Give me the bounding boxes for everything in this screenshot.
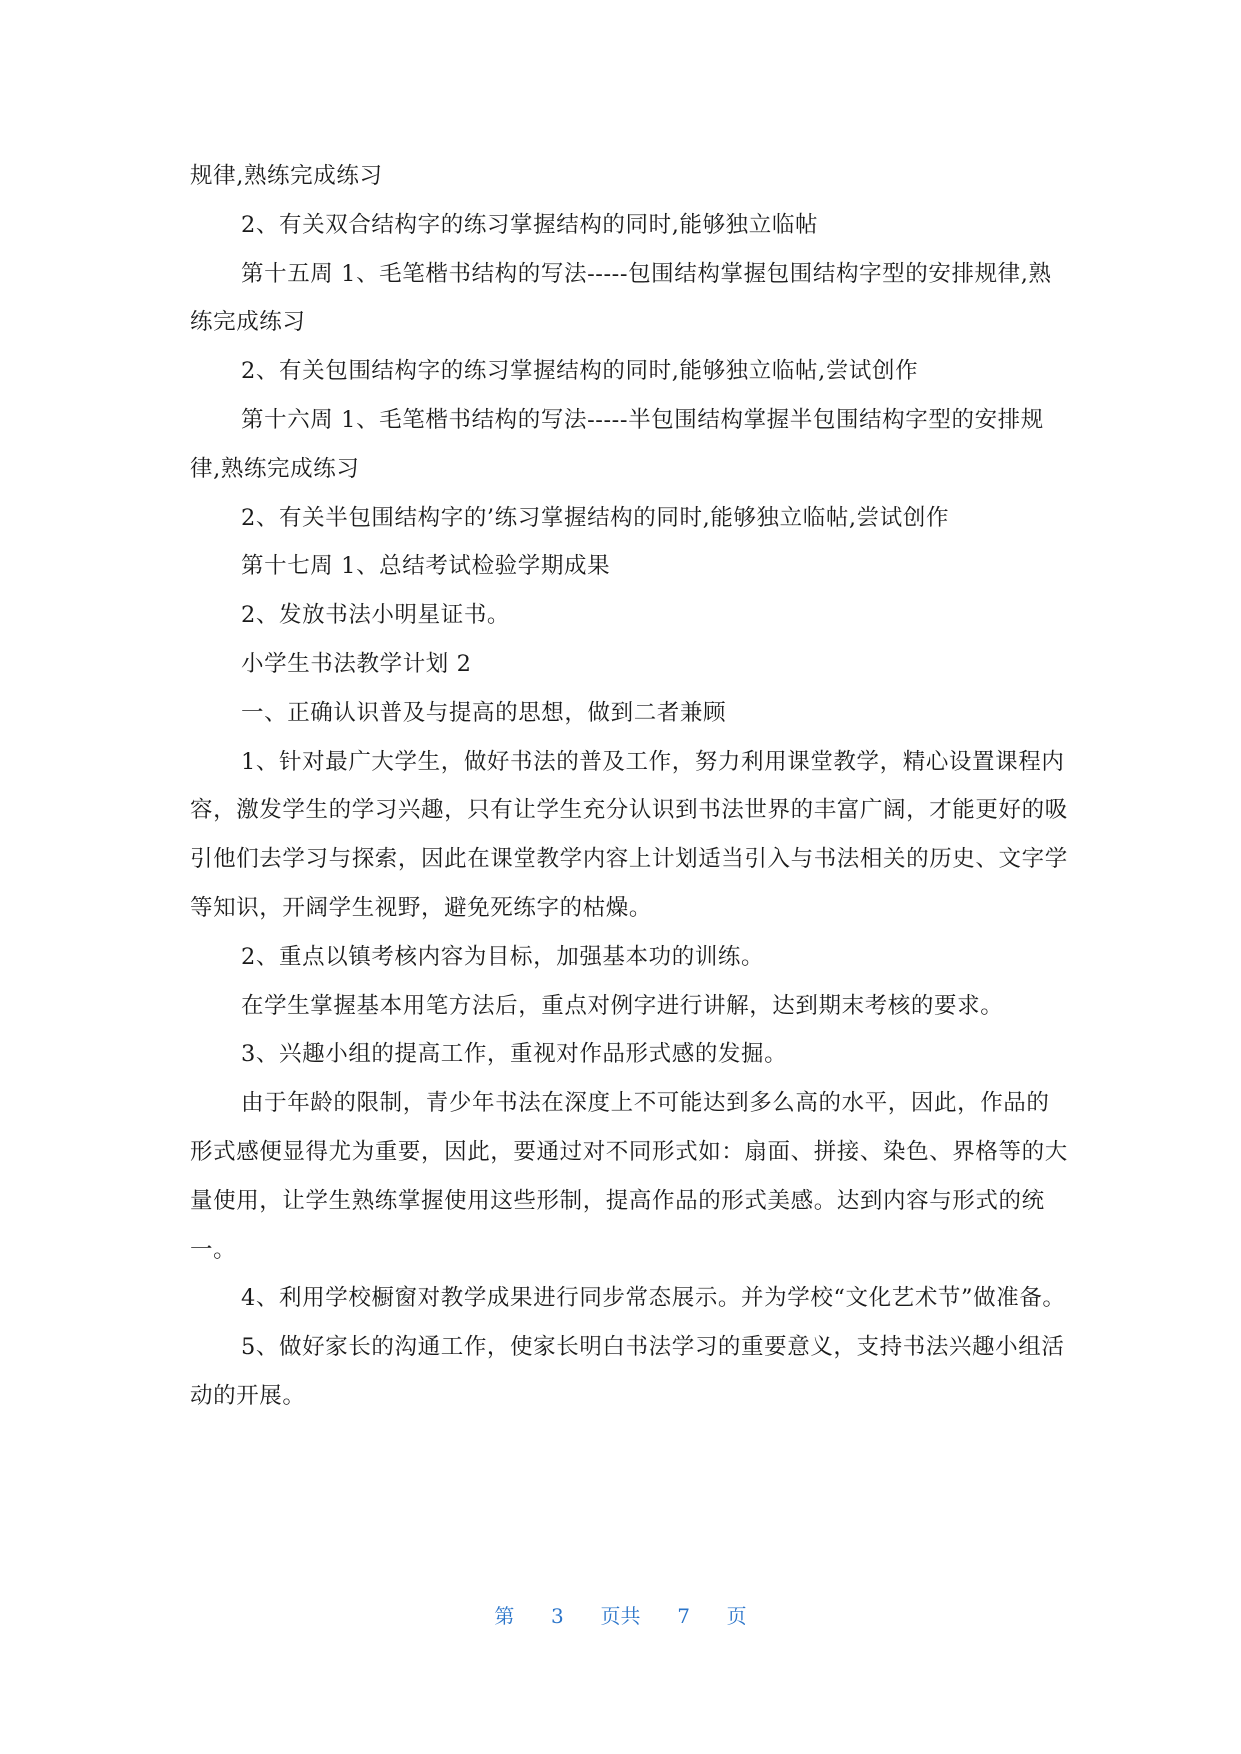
total-pages-number: 7 <box>677 1604 690 1628</box>
paragraph: 4、利用学校橱窗对教学成果进行同步常态展示。并为学校“文化艺术节”做准备。 <box>241 1285 1066 1312</box>
section-heading: 一、正确认识普及与提高的思想，做到二者兼顾 <box>241 699 727 726</box>
paragraph: 第十五周 1、毛笔楷书结构的写法-----包围结构掌握包围结构字型的安排规律,熟练完成练习 <box>190 260 1052 336</box>
paragraph: 在学生掌握基本用笔方法后，重点对例字进行讲解，达到期末考核的要求。 <box>241 992 1004 1019</box>
paragraph: 2、有关双合结构字的练习掌握结构的同时,能够独立临帖 <box>241 211 819 238</box>
paragraph: 2、发放书法小明星证书。 <box>241 602 511 629</box>
footer-suffix: 页 <box>726 1604 747 1628</box>
paragraph: 2、有关半包围结构字的’练习掌握结构的同时,能够独立临帖,尝试创作 <box>241 504 950 531</box>
paragraph: 规律,熟练完成练习 <box>190 163 383 189</box>
current-page-number: 3 <box>551 1604 564 1628</box>
paragraph: 2、重点以镇考核内容为目标，加强基本功的训练。 <box>241 943 765 970</box>
document-body <box>190 152 1070 1421</box>
paragraph: 1、针对最广大学生，做好书法的普及工作，努力利用课堂教学，精心设置课程内容，激发学生的学习兴趣，只有让学生充分认识到书法世界的丰富广阔，才能更好的吸引他们去学习与探索，因此在课堂教学内容上计划适当引入与书法相关的历史、文字学等知识，开阔学生视野，避免死练字的枯燥。 <box>190 748 1068 921</box>
paragraph: 第十七周 1、总结考试检验学期成果 <box>241 553 611 580</box>
page-footer <box>0 1600 1241 1629</box>
paragraph: 5、做好家长的沟通工作，使家长明白书法学习的重要意义，支持书法兴趣小组活动的开展。 <box>190 1334 1065 1409</box>
paragraph: 由于年龄的限制，青少年书法在深度上不可能达到多么高的水平，因此，作品的形式感便显得尤为重要，因此，要通过对不同形式如：扇面、拼接、染色、界格等的大量使用，让学生熟练掌握使用这些形制，提高作品的形式美感。达到内容与形式的统一。 <box>190 1090 1068 1263</box>
footer-prefix: 第 <box>494 1604 515 1628</box>
paragraph: 第十六周 1、毛笔楷书结构的写法-----半包围结构掌握半包围结构字型的安排规律,熟练完成练习 <box>190 406 1044 482</box>
paragraph: 3、兴趣小组的提高工作，重视对作品形式感的发掘。 <box>241 1041 788 1068</box>
footer-middle: 页共 <box>600 1604 641 1628</box>
paragraph: 2、有关包围结构字的练习掌握结构的同时,能够独立临帖,尝试创作 <box>241 358 919 385</box>
section-title: 小学生书法教学计划 2 <box>241 650 472 677</box>
